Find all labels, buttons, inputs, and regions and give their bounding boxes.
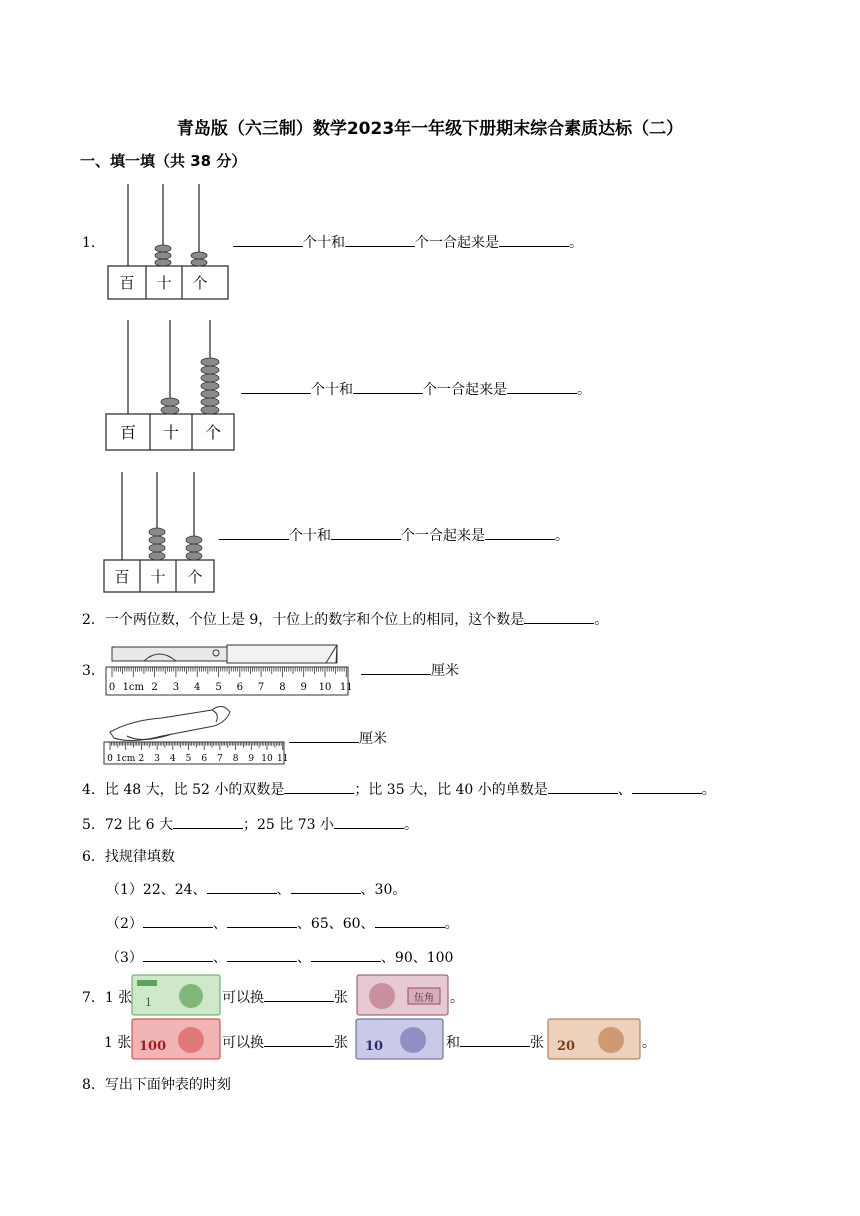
q3-answer-2: 厘米 <box>289 728 387 748</box>
abacus-bead-tens <box>149 536 165 544</box>
abacus-bead-tens <box>149 544 165 552</box>
banknote-1-yuan <box>131 974 221 1016</box>
q7-row2-prefix: 1 张 <box>104 1035 132 1051</box>
answer-blank[interactable] <box>289 730 359 743</box>
section-heading: 一、填一填（共 38 分） <box>80 152 247 170</box>
abacus-bead-tens <box>149 528 165 536</box>
answer-blank[interactable] <box>173 816 243 829</box>
abacus-bead-ones <box>201 358 219 366</box>
ruler-label: 8 <box>279 682 286 693</box>
ruler-label: 11 <box>339 682 353 693</box>
abacus-bead-tens <box>155 259 171 266</box>
answer-blank[interactable] <box>361 662 431 675</box>
ruler-label: 6 <box>201 754 208 764</box>
answer-blank[interactable] <box>264 1034 334 1047</box>
q6-row-1: （1）22、24、 、 、30。 <box>106 882 407 898</box>
ruler-label: 7 <box>217 754 223 764</box>
answer-blank[interactable] <box>334 816 404 829</box>
abacus-bead-tens <box>149 552 165 560</box>
note-denomination: 20 <box>557 1039 576 1054</box>
answer-blank[interactable] <box>632 781 702 794</box>
answer-blank[interactable] <box>460 1034 530 1047</box>
answer-blank[interactable] <box>331 527 401 540</box>
answer-blank[interactable] <box>143 915 213 928</box>
ruler-label: 0 <box>108 682 116 693</box>
q8-text: 8．写出下面钟表的时刻 <box>82 1077 231 1093</box>
ruler-with-hand <box>102 700 288 766</box>
q7-row1-text: 可以换 张 <box>222 990 348 1006</box>
abacus-bead-ones <box>191 252 207 259</box>
answer-blank[interactable] <box>219 527 289 540</box>
ruler-label: 3 <box>172 682 180 693</box>
abacus-bead-tens <box>161 398 179 406</box>
q2-text: 2．一个两位数，个位上是 9，十位上的数字和个位上的相同，这个数是 。 <box>82 612 609 628</box>
q3-answer-1: 厘米 <box>361 660 459 680</box>
answer-blank[interactable] <box>227 915 297 928</box>
ruler-label: 5 <box>185 754 192 764</box>
answer-blank[interactable] <box>227 949 297 962</box>
q7-row1-end: 。 <box>450 990 464 1006</box>
answer-blank[interactable] <box>499 234 569 247</box>
answer-blank[interactable] <box>311 949 381 962</box>
abacus-bead-ones <box>201 366 219 374</box>
abacus-3 <box>102 470 218 594</box>
ruler-label: 2 <box>138 754 145 764</box>
q4-text: 4．比 48 大，比 52 小的双数是 ；比 35 大，比 40 小的单数是 、 。 <box>82 782 716 798</box>
answer-blank[interactable] <box>233 234 303 247</box>
page-title: 青岛版（六三制）数学2023年一年级下册期末综合素质达标（二） <box>176 119 684 139</box>
q3-number: 3． <box>82 663 105 679</box>
abacus-bead-ones <box>201 406 219 414</box>
ruler-label: 9 <box>248 754 255 764</box>
answer-blank[interactable] <box>291 881 361 894</box>
ruler-label: 5 <box>215 682 222 693</box>
abacus-bead-tens <box>155 252 171 259</box>
q7-row2-end: 。 <box>642 1035 656 1051</box>
abacus-bead-ones <box>201 374 219 382</box>
abacus-bead-ones <box>201 390 219 398</box>
answer-blank[interactable] <box>345 234 415 247</box>
ruler-label: 11 <box>276 754 288 764</box>
answer-blank[interactable] <box>548 781 618 794</box>
abacus-label-tens: 十 <box>150 568 166 586</box>
answer-blank[interactable] <box>143 949 213 962</box>
answer-blank[interactable] <box>507 381 577 394</box>
abacus-label-hundreds: 百 <box>119 274 135 292</box>
banknote-5-jiao <box>356 974 449 1016</box>
q6-row-3: （3） 、 、 、90、100 <box>106 950 454 966</box>
abacus-bead-ones <box>201 398 219 406</box>
q1-row1-text: 个十和 个一合起来是 。 <box>233 232 583 252</box>
ruler-label: 6 <box>236 682 243 693</box>
answer-blank[interactable] <box>264 989 334 1002</box>
note-denomination: 伍角 <box>414 993 434 1004</box>
abacus-label-ones: 个 <box>187 568 203 586</box>
ruler-label: 0 <box>107 754 113 764</box>
abacus-label-tens: 十 <box>156 274 172 292</box>
abacus-2 <box>104 318 240 454</box>
abacus-bead-tens <box>155 245 171 252</box>
q1-row2-text: 个十和 个一合起来是 。 <box>241 379 591 399</box>
q7-row2-text-b: 和 张 <box>446 1035 544 1051</box>
abacus-bead-tens <box>161 406 179 414</box>
banknote-10-yuan <box>355 1018 444 1060</box>
abacus-bead-ones <box>186 544 202 552</box>
abacus-label-tens: 十 <box>162 423 180 442</box>
ruler-label: 1cm <box>122 682 145 693</box>
answer-blank[interactable] <box>375 915 445 928</box>
ruler-label: 8 <box>232 754 239 764</box>
ruler-label: 10 <box>261 754 273 764</box>
ruler-label: 4 <box>194 682 201 693</box>
abacus-label-ones: 个 <box>204 423 222 442</box>
ruler-label: 4 <box>169 754 176 764</box>
q7-row2-text-a: 可以换 张 <box>222 1035 348 1051</box>
banknote-20-yuan <box>547 1018 641 1060</box>
ruler-label: 3 <box>154 754 160 764</box>
abacus-label-ones: 个 <box>192 274 208 292</box>
abacus-label-hundreds: 百 <box>114 568 130 586</box>
ruler-label: 1cm <box>116 754 136 764</box>
note-denomination: 100 <box>139 1039 167 1054</box>
ruler-label: 2 <box>151 682 158 693</box>
answer-blank[interactable] <box>207 881 277 894</box>
q6-row-2: （2） 、 、65、60、 。 <box>106 916 459 932</box>
ruler-label: 10 <box>318 682 332 693</box>
answer-blank[interactable] <box>284 781 354 794</box>
ruler-label: 7 <box>257 682 265 693</box>
abacus-1 <box>106 182 232 302</box>
note-denomination: 1 <box>145 996 152 1009</box>
answer-blank[interactable] <box>485 527 555 540</box>
abacus-bead-ones <box>201 382 219 390</box>
ruler-label: 9 <box>300 682 307 693</box>
q7-number-and-prefix: 7．1 张 <box>82 990 133 1006</box>
abacus-bead-ones <box>191 259 207 266</box>
ruler-with-knife <box>104 637 354 697</box>
q5-text: 5．72 比 6 大 ；25 比 73 小 。 <box>82 817 418 833</box>
answer-blank[interactable] <box>353 381 423 394</box>
note-denomination: 10 <box>365 1039 384 1054</box>
answer-blank[interactable] <box>241 381 311 394</box>
abacus-bead-ones <box>186 552 202 560</box>
q1-number: 1． <box>82 235 105 251</box>
abacus-bead-ones <box>186 536 202 544</box>
q1-row3-text: 个十和 个一合起来是 。 <box>219 525 569 545</box>
abacus-label-hundreds: 百 <box>119 423 137 442</box>
banknote-100-yuan <box>131 1018 221 1060</box>
q6-title: 6．找规律填数 <box>82 849 175 865</box>
answer-blank[interactable] <box>524 611 594 624</box>
